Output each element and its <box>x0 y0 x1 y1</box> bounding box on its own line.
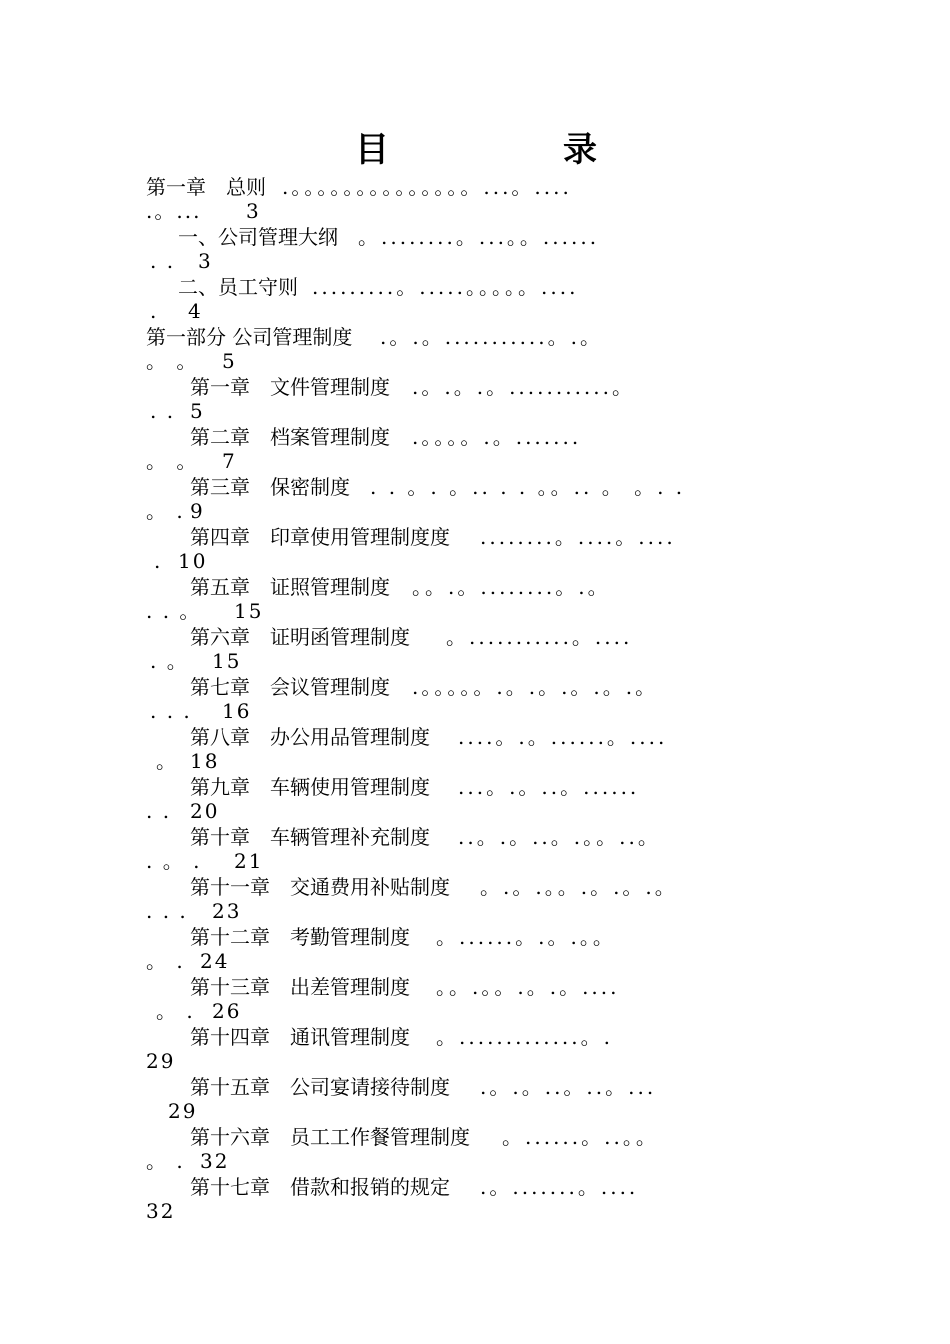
toc-entry-leader: .。.。...........。.。 <box>380 325 604 349</box>
toc-entry-leader-continued: . . . <box>150 699 192 723</box>
toc-entry-leader: ........。....。.... <box>480 525 676 549</box>
toc-entry-page-number: 18 <box>190 749 220 773</box>
toc-entry-leader: .。。。。.。....... <box>412 425 582 449</box>
toc-entry-label: 第一章 文件管理制度 <box>190 375 390 399</box>
toc-entry[interactable] <box>0 574 950 624</box>
toc-entry-page-number: 29 <box>168 1099 198 1123</box>
toc-entry-page-number: 7 <box>222 449 237 473</box>
toc-entry-page-number: 5 <box>222 349 237 373</box>
toc-entry-leader: ....。.。......。.... <box>458 725 668 749</box>
toc-entry[interactable] <box>0 274 950 324</box>
toc-title <box>0 126 950 176</box>
toc-entry-label: 第十三章 出差管理制度 <box>190 975 410 999</box>
toc-entry-leader: . . 。. 。.. . . 。。.. 。 。. . <box>370 475 686 499</box>
toc-entry-label: 第十五章 公司宴请接待制度 <box>190 1075 450 1099</box>
toc-entry-label: 第一部分 公司管理制度 <box>146 325 353 349</box>
toc-entry-leader-continued: . . <box>150 249 176 273</box>
toc-entry-label: 第三章 保密制度 <box>190 475 350 499</box>
toc-entry-page-number: 15 <box>234 599 264 623</box>
toc-entry[interactable] <box>0 424 950 474</box>
toc-entry-label: 第四章 印章使用管理制度度 <box>190 525 450 549</box>
toc-entry-label: 第十二章 考勤管理制度 <box>190 925 410 949</box>
toc-entry-leader: .。。。。。.。.。.。.。.。 <box>412 675 659 699</box>
toc-entry[interactable] <box>0 874 950 924</box>
toc-entry-leader-continued: . <box>150 299 159 323</box>
toc-entry-label: 第五章 证照管理制度 <box>190 575 390 599</box>
toc-entry[interactable] <box>0 1024 950 1074</box>
toc-entry-label: 第九章 车辆使用管理制度 <box>190 775 430 799</box>
toc-entry-leader: .........。.....。。。。。.... <box>312 275 579 299</box>
toc-entry-leader-continued: . <box>154 549 163 573</box>
toc-entry-leader-continued: .。... <box>146 199 202 223</box>
toc-entry-leader-continued: . . 。 <box>146 599 202 623</box>
toc-entry-leader-continued: . . <box>146 799 172 823</box>
toc-entry-leader: .。.。..。..。... <box>480 1075 657 1099</box>
toc-entry-leader-continued: 。 . <box>146 1149 185 1173</box>
toc-entry[interactable] <box>0 774 950 824</box>
toc-entry-page-number: 5 <box>190 399 205 423</box>
toc-entry-leader: 。......。.。.。。 <box>436 925 616 949</box>
toc-entry[interactable] <box>0 524 950 574</box>
toc-entry-leader-continued: 。 。 <box>146 349 199 373</box>
toc-entry-label: 第八章 办公用品管理制度 <box>190 725 430 749</box>
toc-entry-page-number: 16 <box>222 699 252 723</box>
toc-entry-page-number: 3 <box>246 199 261 223</box>
toc-entry[interactable] <box>0 924 950 974</box>
toc-entry-page-number: 32 <box>200 1149 230 1173</box>
toc-entry-leader: 。......。..。。 <box>502 1125 659 1149</box>
toc-entry-label: 第十六章 员工工作餐管理制度 <box>190 1125 470 1149</box>
toc-entry[interactable] <box>0 1124 950 1174</box>
toc-entry-leader: ..。.。..。.。。..。 <box>458 825 661 849</box>
toc-entry-leader: 。...........。.... <box>446 625 633 649</box>
toc-entry[interactable] <box>0 224 950 274</box>
toc-entry-leader-continued: . . <box>150 399 176 423</box>
toc-entry-leader-continued: . 。 . <box>146 849 202 873</box>
toc-entry-page-number: 4 <box>188 299 203 323</box>
toc-entry-label: 第二章 档案管理制度 <box>190 425 390 449</box>
toc-title-char-1: 目 <box>355 130 389 170</box>
toc-entry-page-number: 23 <box>212 899 242 923</box>
toc-entry[interactable] <box>0 174 950 224</box>
toc-entry-label: 第十一章 交通费用补贴制度 <box>190 875 450 899</box>
toc-entry[interactable] <box>0 824 950 874</box>
toc-entry[interactable] <box>0 674 950 724</box>
toc-entry-page-number: 24 <box>200 949 230 973</box>
toc-entry-page-number: 20 <box>190 799 220 823</box>
toc-entry-leader: ...。.。..。...... <box>458 775 640 799</box>
toc-entry-label: 第十四章 通讯管理制度 <box>190 1025 410 1049</box>
toc-entry-leader-continued: 。 <box>156 749 178 773</box>
toc-entry[interactable] <box>0 974 950 1024</box>
toc-entry-label: 第六章 证明函管理制度 <box>190 625 410 649</box>
toc-entry-leader: 。。.。........。.。 <box>412 575 611 599</box>
toc-entry-label: 第十章 车辆管理补充制度 <box>190 825 430 849</box>
toc-entry-leader-continued: . 。 <box>150 649 189 673</box>
toc-entry[interactable] <box>0 374 950 424</box>
toc-entry[interactable] <box>0 724 950 774</box>
toc-entry-leader: 。。.。。.。.。.... <box>436 975 620 999</box>
toc-entry-leader-continued: 。 . <box>146 499 185 523</box>
toc-entry-label: 第十七章 借款和报销的规定 <box>190 1175 450 1199</box>
toc-entry-leader: .。。。。。。。。。。。。。。...。.... <box>282 175 572 199</box>
toc-entry[interactable] <box>0 1074 950 1124</box>
toc-entry-leader: .。.。.。...........。 <box>412 375 636 399</box>
toc-entry[interactable] <box>0 1174 950 1224</box>
toc-entry-label: 二、员工守则 <box>178 275 298 299</box>
toc-entry-page-number: 26 <box>212 999 242 1023</box>
toc-entry[interactable] <box>0 474 950 524</box>
toc-entry-leader: 。.............。. <box>436 1025 614 1049</box>
toc-entry-leader: 。........。...。。...... <box>358 225 600 249</box>
toc-entry-leader: .。.......。.... <box>480 1175 639 1199</box>
toc-entry-leader-continued: 。 . <box>146 949 185 973</box>
toc-entry-label: 第一章 总则 <box>146 175 266 199</box>
toc-title-char-2: 录 <box>563 130 597 170</box>
toc-entry-label: 一、公司管理大纲 <box>178 225 338 249</box>
toc-entry-leader: 。.。.。。.。.。.。 <box>480 875 678 899</box>
toc-entry-page-number: 15 <box>212 649 242 673</box>
toc-entry-label: 第七章 会议管理制度 <box>190 675 390 699</box>
toc-entry-leader-continued: 。 . <box>156 999 195 1023</box>
toc-entry-leader-continued: 。 。 <box>146 449 199 473</box>
toc-entry-page-number: 3 <box>198 249 213 273</box>
toc-entry-page-number: 29 <box>146 1049 176 1073</box>
toc-entry-page-number: 21 <box>234 849 264 873</box>
toc-entry-page-number: 9 <box>190 499 205 523</box>
toc-entry[interactable] <box>0 324 950 374</box>
toc-entry[interactable] <box>0 624 950 674</box>
toc-entry-page-number: 32 <box>146 1199 176 1223</box>
toc-entry-leader-continued: . . . <box>146 899 188 923</box>
toc-entry-page-number: 10 <box>178 549 208 573</box>
